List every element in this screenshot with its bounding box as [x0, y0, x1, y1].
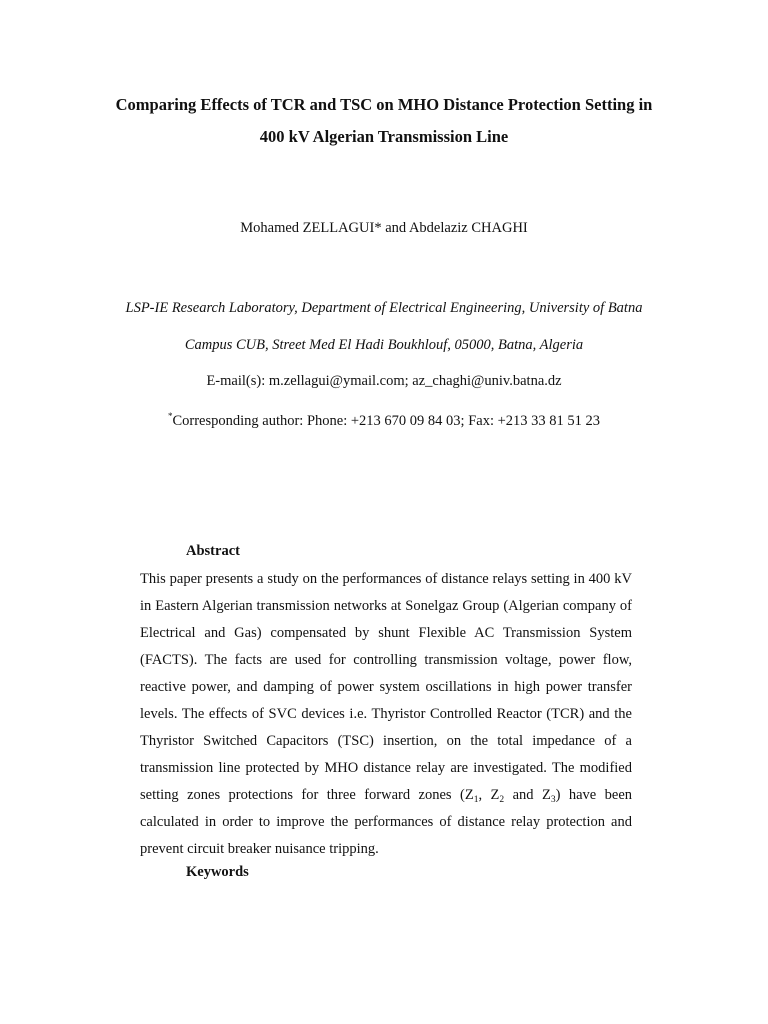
author-list: Mohamed ZELLAGUI* and Abdelaziz CHAGHI	[240, 220, 528, 236]
author-emails: E-mail(s): m.zellagui@ymail.com; az_chaghi@univ.batna.dz	[206, 373, 562, 389]
abstract-text-4: ) have been calculated in order to improve the performances of distance relay protection and prevent circuit breaker nuisance tripping.	[140, 787, 633, 857]
affiliation-line-1: LSP-IE Research Laboratory, Department of Electrical Engineering, University of Batna	[125, 300, 643, 316]
abstract-body	[140, 566, 632, 863]
corresponding-author	[60, 405, 708, 432]
abstract-text-1: This paper presents a study on the performances of distance relays setting in 400 kV in Eastern Algerian transmission networks at Sonelgaz Group (Algerian company of Electrical and Gas) compensated by shunt Flexible AC Transmission System (FACTS). The facts are used for controlling transmission voltage, power flow, reactive power, and damping of power system oscillations in high power transfer levels. The effects of SVC devices i.e. Thyristor Controlled Reactor (TCR) and the Thyristor Switched Capacitors (TSC) insertion, on the total impedance of a transmission line protected by MHO distance relay are investigated. The modified setting zones protections for three forward zones (Z	[140, 571, 632, 803]
subscript-2: 2	[499, 795, 505, 805]
title-line-1: Comparing Effects of TCR and TSC on MHO Distance Protection Setting in	[115, 95, 653, 114]
abstract-text-3: and Z	[504, 787, 551, 803]
corresponding-mark: *	[167, 411, 173, 421]
abstract-heading: Abstract	[186, 543, 240, 559]
abstract-text-2: , Z	[478, 787, 500, 803]
affiliation-line-2: Campus CUB, Street Med El Hadi Boukhlouf, 05000, Batna, Algeria	[184, 337, 584, 353]
subscript-1: 1	[473, 795, 479, 805]
keywords-heading: Keywords	[186, 864, 249, 880]
title-line-2: 400 kV Algerian Transmission Line	[259, 127, 509, 146]
paper-title	[60, 89, 708, 153]
corresponding-text: Corresponding author: Phone: +213 670 09 84 03; Fax: +213 33 81 51 23	[172, 413, 601, 429]
subscript-3: 3	[550, 795, 556, 805]
